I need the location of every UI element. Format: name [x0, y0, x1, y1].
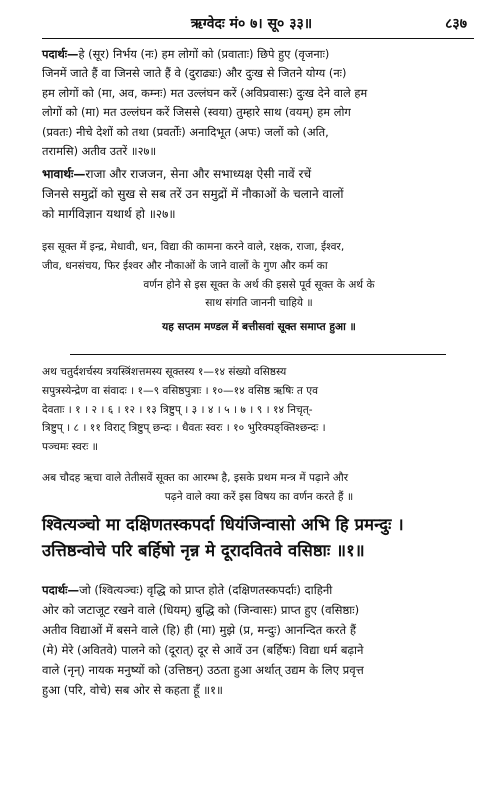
padartha-line: लोगों को (मा) मत उल्लंघन करें जिससे (स्वया) तुम्हारे साथ (वयम्) हम लोग	[42, 105, 351, 120]
summary-line: जीव, धनसंचय, फिर ईश्वर और नौकाओं के जाने वालों के गुण और कर्म का	[42, 259, 328, 272]
padartha-line: अतीव विद्याओं में बसने वाले (हि) ही (मा) मुझे (प्र, मन्दुः) आनन्दित करते हैं	[42, 623, 356, 637]
header-rule	[42, 38, 474, 39]
mantra-text	[42, 512, 476, 564]
intro-line: अथ चतुर्दशर्चस्य त्रयस्त्रिंशत्तमस्य सूक्तस्य १—१४ संख्यो वसिष्ठस्य	[42, 366, 287, 378]
padartha-line: पदार्थः—हे (सूर) निर्भय (नः) हम लोगों को (प्रवाताः) छिपे हुए (वृजनाः)	[42, 47, 330, 61]
section-rule	[70, 354, 446, 355]
mantra-line: उत्तिष्ठन्वोचे परि बर्हिषो नृन्न मे दूरादवितवे वसिष्ठाः ॥१॥	[42, 541, 365, 560]
padartha-line: ओर को जटाजूट रखने वाले (धियम्) बुद्धि को (जिन्वासः) प्राप्त हुए (वसिष्ठाः)	[42, 603, 360, 617]
padartha-line: (प्रवतः) नीचे देशों को तथा (प्रवर्तोः) अनादिभूत (अपः) जलों को (अति,	[42, 124, 329, 139]
page-header	[0, 14, 503, 34]
padartha-block-1	[42, 45, 476, 161]
summary-line: वर्णन होने से इस सूक्त के अर्थ की इससे पूर्व सूक्त के अर्थ के	[143, 278, 375, 291]
padartha-line: हम लोगों को (मा, अव, कम्नः) मत उल्लंघन करें (अविप्रवासः) दुःख देने वाले हम	[42, 85, 368, 100]
summary-line: साथ संगति जाननी चाहिये ॥	[205, 297, 313, 310]
padartha-block-2	[42, 580, 476, 700]
bhavartha-line: को मार्गविज्ञान यथार्थ हो ॥२७॥	[42, 207, 176, 221]
sukta-closing: यह सप्तम मण्डल में बत्तीसवां सूक्त समाप्त हुआ ॥	[162, 321, 356, 333]
bhavartha-block-1	[42, 164, 476, 224]
bhavartha-label: भावार्थः—	[42, 167, 86, 181]
padartha-line: हुआ (परि, वोचे) सब ओर से कहता हूँ ॥१॥	[42, 683, 224, 697]
intro-line: पञ्चमः स्वरः ॥	[42, 441, 98, 454]
intro-line: सपुत्रस्येन्द्रेण वा संवादः । १—९ वसिष्ठपुत्राः । १०—१४ वसिष्ठ ऋषिः त एव	[42, 384, 319, 397]
padartha-line: तरामसि) अतीव उतरें ॥२७॥	[42, 144, 157, 159]
topic-statement	[42, 469, 476, 507]
sukta-summary	[42, 238, 476, 313]
bhavartha-line: भावार्थः—राजा और राजजन, सेना और सभाध्यक्ष ऐसी नावें रचें	[42, 167, 312, 181]
sukta-intro	[42, 363, 476, 457]
topic-line: पढ़ने वाले क्या करें इस विषय का वर्णन करते हैं ॥	[164, 490, 354, 503]
running-title: ऋग्वेदः मं० ७। सू० ३३॥	[190, 16, 313, 32]
bhavartha-line: जिनसे समुद्रों को सुख से सब तरें उन समुद्रों में नौकाओं के चलाने वालों	[42, 187, 344, 201]
summary-line: इस सूक्त में इन्द्र, मेधावी, धन, विद्या की कामना करने वाले, रक्षक, राजा, ईश्वर,	[42, 241, 345, 253]
topic-line: अब चौदह ऋचा वाले तेतीसवें सूक्त का आरम्भ है, इसके प्रथम मन्त्र में पढ़ाने और	[42, 472, 349, 484]
padartha-label: पदार्थः—	[42, 47, 79, 61]
intro-line: त्रिष्टुप् । ८ । ११ विराट् त्रिष्टुप् छन्दः । धैवतः स्वरः । १० भुरिक्पङ्क्तिश्छन्दः ।	[42, 422, 326, 435]
mantra-line: श्वित्यञ्चो मा दक्षिणतस्कपर्दा धियंजिन्वासो अभि हि प्रमन्दुः ।	[42, 515, 404, 534]
padartha-line: वाले (नृन्) नायक मनुष्यों को (उत्तिष्ठन्) उठता हुआ अर्थात् उद्यम के लिए प्रवृत्त	[42, 663, 364, 677]
padartha-line: (मे) मेरे (अवितवे) पालने को (दूरात्) दूर से आवें उन (बर्हिषः) विद्या धर्म बढ़ाने	[42, 643, 364, 657]
padartha-line: पदार्थः—जो (श्वित्यञ्चः) वृद्धि को प्राप्त होते (दक्षिणतस्कपर्दाः) दाहिनी	[42, 583, 333, 597]
padartha-label: पदार्थः—	[42, 583, 80, 597]
intro-line: देवताः । १ । २ । ६ । १२ । १३ त्रिष्टुप् । ३ । ४ । ५ । ७ । ९ । १४ निचृत्-	[42, 403, 313, 416]
page-number: ८३७	[445, 16, 467, 32]
padartha-line: जिनमें जाते हैं वा जिनसे जाते हैं वे (दुराढ्यः) और दुःख से जितने योग्य (नः)	[42, 66, 347, 81]
